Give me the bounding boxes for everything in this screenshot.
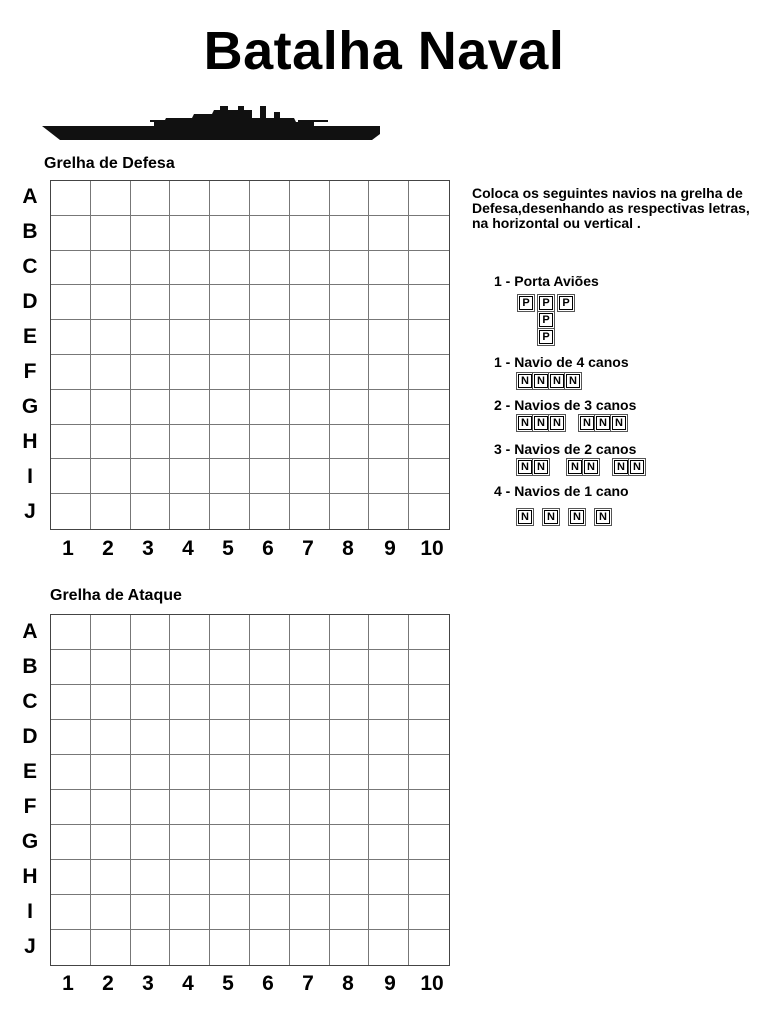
attack-col-label: 5 (222, 972, 234, 995)
grid-cell[interactable] (330, 494, 370, 529)
grid-cell[interactable] (131, 425, 171, 460)
defense-row-label: F (23, 360, 37, 383)
ship-cell-2-guns: N (630, 460, 644, 474)
grid-cell[interactable] (369, 615, 409, 650)
grid-cell[interactable] (91, 720, 131, 755)
grid-cell[interactable] (369, 181, 409, 216)
grid-cell[interactable] (369, 320, 409, 355)
grid-cell[interactable] (170, 355, 210, 390)
grid-cell[interactable] (290, 355, 330, 390)
grid-cell[interactable] (330, 685, 370, 720)
grid-cell[interactable] (210, 615, 250, 650)
defense-row-label: H (22, 430, 38, 453)
ship-cell-4-guns: N (518, 374, 532, 388)
grid-cell[interactable] (51, 181, 91, 216)
grid-cell[interactable] (210, 685, 250, 720)
grid-cell[interactable] (170, 251, 210, 286)
attack-row-label: J (24, 935, 36, 958)
defense-col-label: 7 (302, 537, 314, 560)
grid-cell[interactable] (369, 930, 409, 965)
grid-cell[interactable] (250, 459, 290, 494)
grid-cell[interactable] (290, 494, 330, 529)
attack-col-label: 2 (102, 972, 114, 995)
grid-cell[interactable] (51, 825, 91, 860)
grid-cell[interactable] (210, 825, 250, 860)
grid-cell[interactable] (409, 685, 449, 720)
ship-cell-1-gun: N (570, 510, 584, 524)
grid-cell[interactable] (51, 251, 91, 286)
grid-cell[interactable] (131, 720, 171, 755)
defense-col-label: 1 (62, 537, 74, 560)
grid-cell[interactable] (170, 860, 210, 895)
ship-cell-4-guns: N (566, 374, 580, 388)
grid-cell[interactable] (369, 216, 409, 251)
grid-cell[interactable] (409, 390, 449, 425)
grid-cell[interactable] (51, 285, 91, 320)
grid-cell[interactable] (51, 615, 91, 650)
grid-cell[interactable] (330, 895, 370, 930)
grid-cell[interactable] (170, 930, 210, 965)
grid-cell[interactable] (290, 251, 330, 286)
grid-cell[interactable] (91, 181, 131, 216)
grid-cell[interactable] (91, 755, 131, 790)
defense-row-label: B (22, 220, 38, 243)
grid-cell[interactable] (330, 930, 370, 965)
defense-col-label: 2 (102, 537, 114, 560)
defense-row-label: C (22, 255, 38, 278)
grid-cell[interactable] (250, 285, 290, 320)
grid-cell[interactable] (170, 494, 210, 529)
attack-row-label: H (22, 865, 38, 888)
grid-cell[interactable] (170, 216, 210, 251)
grid-cell[interactable] (290, 685, 330, 720)
grid-cell[interactable] (131, 285, 171, 320)
grid-cell[interactable] (250, 755, 290, 790)
grid-cell[interactable] (409, 216, 449, 251)
grid-cell[interactable] (210, 390, 250, 425)
grid-cell[interactable] (250, 720, 290, 755)
attack-row-label: E (22, 760, 37, 783)
grid-cell[interactable] (91, 930, 131, 965)
grid-cell[interactable] (210, 650, 250, 685)
grid-cell[interactable] (170, 685, 210, 720)
grid-cell[interactable] (51, 790, 91, 825)
grid-cell[interactable] (250, 895, 290, 930)
grid-cell[interactable] (131, 930, 171, 965)
ship-label-1-gun: 4 - Navios de 1 cano (494, 483, 629, 499)
grid-cell[interactable] (170, 390, 210, 425)
grid-cell[interactable] (369, 390, 409, 425)
grid-cell[interactable] (210, 320, 250, 355)
grid-cell[interactable] (210, 459, 250, 494)
page-title: Batalha Naval (203, 21, 565, 81)
grid-cell[interactable] (250, 650, 290, 685)
attack-row-label: C (22, 690, 38, 713)
grid-cell[interactable] (170, 825, 210, 860)
attack-row-label: I (27, 900, 33, 923)
grid-cell[interactable] (131, 320, 171, 355)
grid-cell[interactable] (330, 825, 370, 860)
grid-cell[interactable] (330, 355, 370, 390)
ship-cell-aircraft-carrier: P (539, 296, 553, 310)
grid-cell[interactable] (51, 895, 91, 930)
grid-cell[interactable] (330, 285, 370, 320)
grid-cell[interactable] (131, 825, 171, 860)
ship-cell-3-guns: N (518, 416, 532, 430)
grid-cell[interactable] (170, 181, 210, 216)
grid-cell[interactable] (51, 494, 91, 529)
attack-col-label: 9 (384, 972, 396, 995)
grid-cell[interactable] (290, 825, 330, 860)
grid-cell[interactable] (409, 790, 449, 825)
ship-label-aircraft-carrier: 1 - Porta Aviões (494, 273, 599, 289)
defense-row-label: J (24, 500, 36, 523)
defense-col-label: 10 (420, 537, 444, 560)
grid-cell[interactable] (290, 895, 330, 930)
ship-cell-4-guns: N (550, 374, 564, 388)
grid-cell[interactable] (330, 459, 370, 494)
grid-cell[interactable] (250, 860, 290, 895)
grid-cell[interactable] (210, 181, 250, 216)
grid-cell[interactable] (250, 425, 290, 460)
grid-cell[interactable] (409, 930, 449, 965)
grid-cell[interactable] (131, 355, 171, 390)
grid-cell[interactable] (210, 755, 250, 790)
defense-row-label: D (22, 290, 38, 313)
grid-cell[interactable] (330, 860, 370, 895)
grid-cell[interactable] (131, 390, 171, 425)
attack-col-label: 4 (182, 972, 194, 995)
grid-cell[interactable] (170, 320, 210, 355)
grid-cell[interactable] (330, 320, 370, 355)
grid-cell[interactable] (51, 390, 91, 425)
ship-cell-aircraft-carrier: P (559, 296, 573, 310)
grid-cell[interactable] (51, 320, 91, 355)
grid-cell[interactable] (290, 615, 330, 650)
grid-cell[interactable] (250, 390, 290, 425)
grid-cell[interactable] (210, 720, 250, 755)
grid-cell[interactable] (369, 251, 409, 286)
grid-cell[interactable] (250, 685, 290, 720)
grid-cell[interactable] (91, 355, 131, 390)
grid-cell[interactable] (131, 685, 171, 720)
grid-cell[interactable] (91, 459, 131, 494)
grid-cell[interactable] (91, 825, 131, 860)
grid-cell[interactable] (170, 720, 210, 755)
grid-cell[interactable] (210, 285, 250, 320)
grid-cell[interactable] (330, 216, 370, 251)
grid-cell[interactable] (330, 650, 370, 685)
ship-cell-4-guns: N (534, 374, 548, 388)
grid-cell[interactable] (250, 320, 290, 355)
attack-col-label: 3 (142, 972, 154, 995)
grid-cell[interactable] (369, 494, 409, 529)
grid-cell[interactable] (290, 181, 330, 216)
grid-cell[interactable] (51, 720, 91, 755)
attack-row-label: B (22, 655, 38, 678)
grid-cell[interactable] (369, 825, 409, 860)
grid-cell[interactable] (250, 494, 290, 529)
grid-cell[interactable] (290, 320, 330, 355)
defense-row-label: A (22, 185, 38, 208)
ship-cell-aircraft-carrier: P (539, 313, 553, 327)
ship-cell-3-guns: N (612, 416, 626, 430)
defense-col-label: 6 (262, 537, 274, 560)
grid-cell[interactable] (131, 494, 171, 529)
grid-cell[interactable] (91, 390, 131, 425)
battleship-icon (42, 104, 380, 144)
grid-cell[interactable] (210, 425, 250, 460)
ship-cell-2-guns: N (534, 460, 548, 474)
attack-row-label: D (22, 725, 38, 748)
attack-col-label: 10 (420, 972, 444, 995)
grid-cell[interactable] (290, 930, 330, 965)
grid-cell[interactable] (131, 755, 171, 790)
grid-cell[interactable] (250, 251, 290, 286)
grid-cell[interactable] (409, 755, 449, 790)
grid-cell[interactable] (409, 720, 449, 755)
grid-cell[interactable] (210, 790, 250, 825)
defense-col-label: 9 (384, 537, 396, 560)
grid-cell[interactable] (170, 790, 210, 825)
attack-grid-title: Grelha de Ataque (50, 587, 182, 604)
ship-cell-2-guns: N (584, 460, 598, 474)
ship-label-3-guns: 2 - Navios de 3 canos (494, 397, 637, 413)
grid-cell[interactable] (409, 285, 449, 320)
grid-cell[interactable] (369, 425, 409, 460)
ship-cell-2-guns: N (518, 460, 532, 474)
grid-cell[interactable] (369, 650, 409, 685)
grid-cell[interactable] (51, 216, 91, 251)
grid-cell[interactable] (369, 355, 409, 390)
grid-cell[interactable] (330, 720, 370, 755)
grid-cell[interactable] (409, 355, 449, 390)
ship-cell-aircraft-carrier: P (539, 330, 553, 344)
grid-cell[interactable] (290, 755, 330, 790)
grid-cell[interactable] (51, 860, 91, 895)
grid-cell[interactable] (369, 459, 409, 494)
attack-col-label: 8 (342, 972, 354, 995)
grid-cell[interactable] (290, 216, 330, 251)
ship-cell-3-guns: N (534, 416, 548, 430)
grid-cell[interactable] (290, 425, 330, 460)
ship-cell-aircraft-carrier: P (519, 296, 533, 310)
grid-cell[interactable] (330, 615, 370, 650)
grid-cell[interactable] (51, 930, 91, 965)
grid-cell[interactable] (91, 615, 131, 650)
grid-cell[interactable] (330, 425, 370, 460)
grid-cell[interactable] (250, 825, 290, 860)
grid-cell[interactable] (91, 685, 131, 720)
defense-col-label: 4 (182, 537, 194, 560)
grid-cell[interactable] (170, 615, 210, 650)
grid-cell[interactable] (210, 216, 250, 251)
ship-cell-1-gun: N (596, 510, 610, 524)
grid-cell[interactable] (91, 790, 131, 825)
grid-cell[interactable] (210, 355, 250, 390)
defense-row-label: E (22, 325, 37, 348)
instructions-text: Coloca os seguintes navios na grelha de Defesa,desenhando as respectivas letras, na horizontal ou vertical . (472, 185, 750, 231)
ship-cell-3-guns: N (596, 416, 610, 430)
ship-cell-3-guns: N (580, 416, 594, 430)
attack-grid (50, 614, 450, 966)
grid-cell[interactable] (91, 650, 131, 685)
grid-cell[interactable] (409, 181, 449, 216)
grid-cell[interactable] (170, 425, 210, 460)
grid-cell[interactable] (91, 494, 131, 529)
grid-cell[interactable] (210, 930, 250, 965)
grid-cell[interactable] (51, 650, 91, 685)
ship-cell-2-guns: N (614, 460, 628, 474)
grid-cell[interactable] (330, 755, 370, 790)
grid-cell[interactable] (51, 755, 91, 790)
defense-grid-title: Grelha de Defesa (44, 155, 175, 172)
attack-row-label: F (23, 795, 37, 818)
grid-cell[interactable] (210, 251, 250, 286)
ship-cell-3-guns: N (550, 416, 564, 430)
grid-cell[interactable] (131, 895, 171, 930)
grid-cell[interactable] (131, 860, 171, 895)
grid-cell[interactable] (91, 425, 131, 460)
defense-row-label: G (21, 395, 39, 418)
grid-cell[interactable] (369, 790, 409, 825)
grid-cell[interactable] (131, 181, 171, 216)
grid-cell[interactable] (170, 459, 210, 494)
grid-cell[interactable] (290, 720, 330, 755)
grid-cell[interactable] (290, 285, 330, 320)
grid-cell[interactable] (250, 216, 290, 251)
grid-cell[interactable] (369, 285, 409, 320)
grid-cell[interactable] (250, 181, 290, 216)
grid-cell[interactable] (91, 895, 131, 930)
grid-cell[interactable] (91, 216, 131, 251)
grid-cell[interactable] (330, 251, 370, 286)
grid-cell[interactable] (330, 181, 370, 216)
ship-cell-2-guns: N (568, 460, 582, 474)
grid-cell[interactable] (170, 755, 210, 790)
attack-col-label: 6 (262, 972, 274, 995)
grid-cell[interactable] (409, 615, 449, 650)
grid-cell[interactable] (369, 755, 409, 790)
grid-cell[interactable] (250, 930, 290, 965)
grid-cell[interactable] (170, 650, 210, 685)
defense-row-label: I (27, 465, 33, 488)
grid-cell[interactable] (369, 860, 409, 895)
grid-cell[interactable] (51, 685, 91, 720)
grid-cell[interactable] (369, 720, 409, 755)
grid-cell[interactable] (131, 650, 171, 685)
grid-cell[interactable] (409, 825, 449, 860)
attack-col-label: 7 (302, 972, 314, 995)
grid-cell[interactable] (409, 459, 449, 494)
attack-col-label: 1 (62, 972, 74, 995)
grid-cell[interactable] (210, 895, 250, 930)
grid-cell[interactable] (250, 790, 290, 825)
grid-cell[interactable] (409, 425, 449, 460)
ship-label-4-guns: 1 - Navio de 4 canos (494, 354, 629, 370)
grid-cell[interactable] (409, 895, 449, 930)
grid-cell[interactable] (290, 390, 330, 425)
grid-cell[interactable] (210, 860, 250, 895)
grid-cell[interactable] (51, 459, 91, 494)
grid-cell[interactable] (51, 355, 91, 390)
grid-cell[interactable] (131, 790, 171, 825)
grid-cell[interactable] (170, 895, 210, 930)
grid-cell[interactable] (409, 860, 449, 895)
defense-col-label: 3 (142, 537, 154, 560)
grid-cell[interactable] (369, 685, 409, 720)
grid-cell[interactable] (330, 790, 370, 825)
defense-col-label: 8 (342, 537, 354, 560)
grid-cell[interactable] (131, 459, 171, 494)
grid-cell[interactable] (170, 285, 210, 320)
grid-cell[interactable] (409, 650, 449, 685)
grid-cell[interactable] (131, 216, 171, 251)
grid-cell[interactable] (409, 320, 449, 355)
grid-cell[interactable] (290, 459, 330, 494)
attack-row-label: A (22, 620, 38, 643)
ship-cell-1-gun: N (544, 510, 558, 524)
grid-cell[interactable] (250, 355, 290, 390)
grid-cell[interactable] (91, 251, 131, 286)
defense-col-label: 5 (222, 537, 234, 560)
attack-row-label: G (21, 830, 39, 853)
grid-cell[interactable] (369, 895, 409, 930)
grid-cell[interactable] (91, 320, 131, 355)
grid-cell[interactable] (51, 425, 91, 460)
grid-cell[interactable] (409, 494, 449, 529)
grid-cell[interactable] (290, 790, 330, 825)
grid-cell[interactable] (131, 251, 171, 286)
ship-cell-1-gun: N (518, 510, 532, 524)
grid-cell[interactable] (290, 860, 330, 895)
grid-cell[interactable] (250, 615, 290, 650)
grid-cell[interactable] (290, 650, 330, 685)
grid-cell[interactable] (91, 285, 131, 320)
grid-cell[interactable] (131, 615, 171, 650)
grid-cell[interactable] (330, 390, 370, 425)
grid-cell[interactable] (210, 494, 250, 529)
grid-cell[interactable] (409, 251, 449, 286)
grid-cell[interactable] (91, 860, 131, 895)
defense-grid (50, 180, 450, 530)
ship-label-2-guns: 3 - Navios de 2 canos (494, 441, 637, 457)
